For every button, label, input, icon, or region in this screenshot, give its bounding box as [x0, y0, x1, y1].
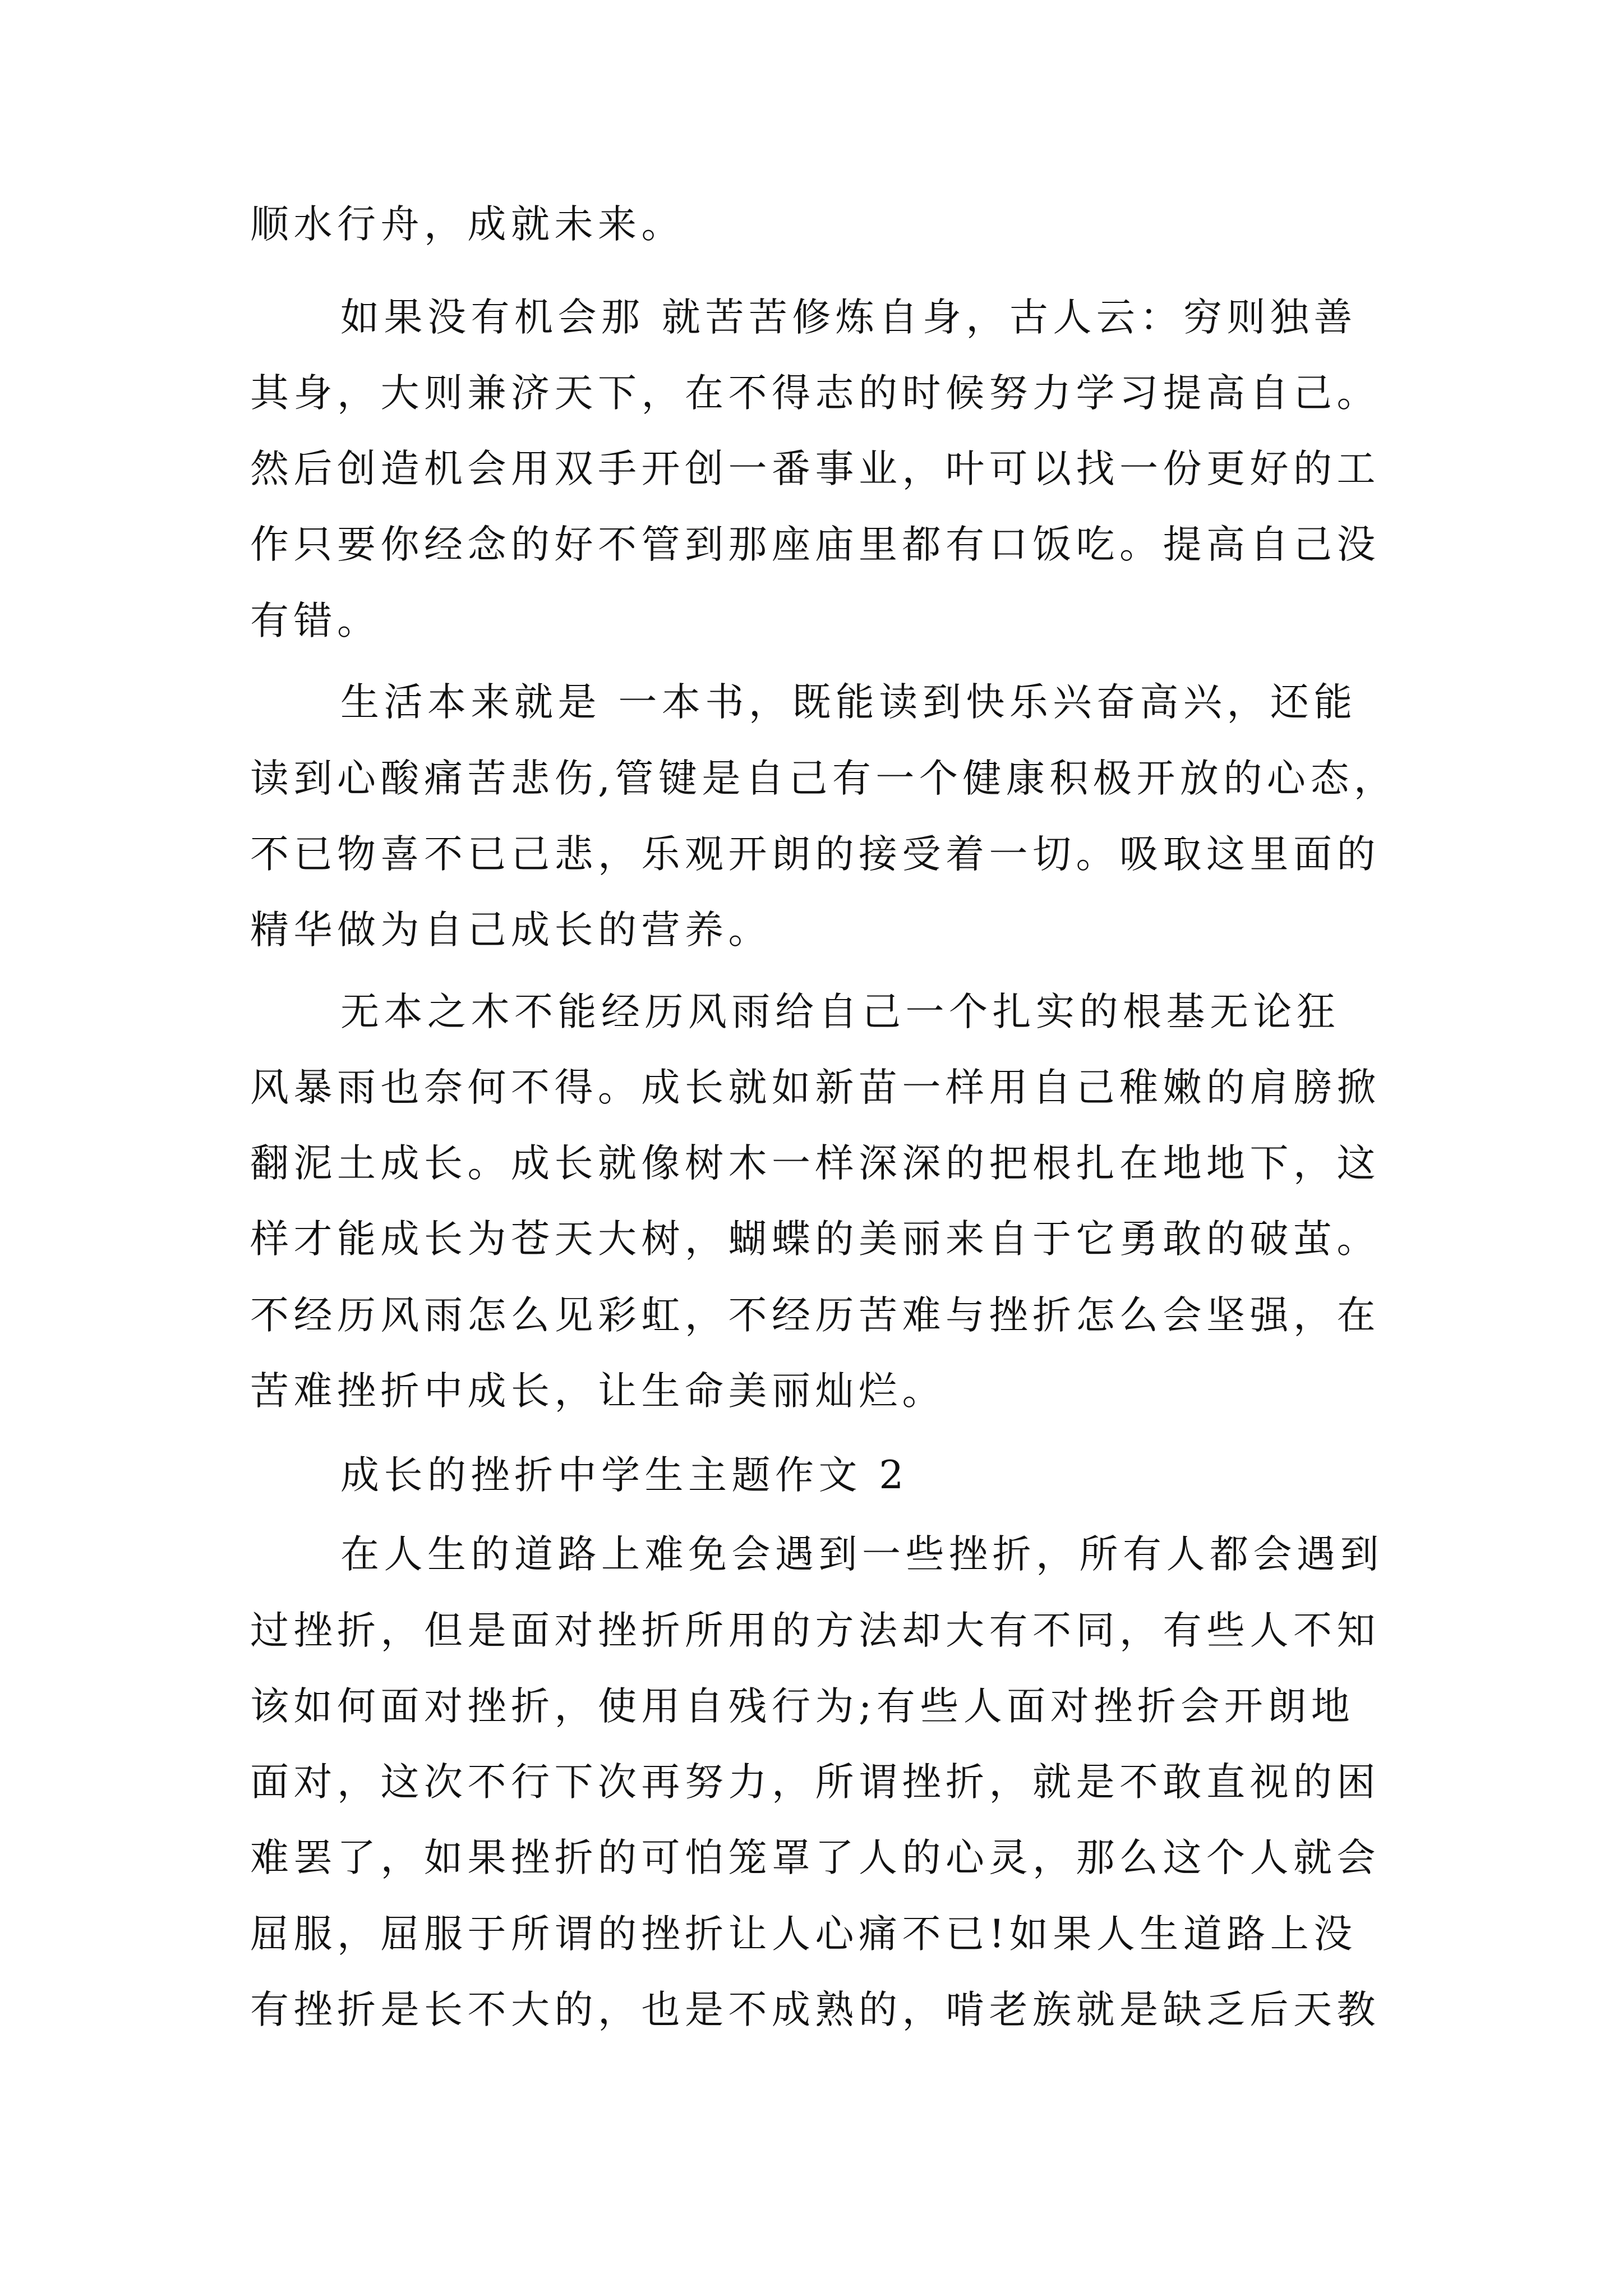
text-line: 精华做为自己成长的营养。	[250, 908, 772, 953]
text-line: 然后创造机会用双手开创一番事业，叶可以找一份更好的工	[250, 447, 1380, 491]
text-line: 过挫折，但是面对挫折所用的方法却大有不同，有些人不知	[250, 1608, 1380, 1653]
text-line: 屈服，屈服于所谓的挫折让人心痛不已!如果人生道路上没	[250, 1912, 1357, 1957]
text-line: 在人生的道路上难免会遇到一些挫折，所有人都会遇到	[340, 1532, 1384, 1577]
text-line: 不经历风雨怎么见彩虹，不经历苦难与挫折怎么会坚强，在	[250, 1293, 1380, 1338]
text-line: 不已物喜不已己悲，乐观开朗的接受着一切。吸取这里面的	[250, 832, 1380, 877]
section-heading: 成长的挫折中学生主题作文 2	[340, 1453, 909, 1498]
text-line: 读到心酸痛苦悲伤,管键是自己有一个健康积极开放的心态，	[250, 756, 1398, 801]
text-line: 有挫折是长不大的，也是不成熟的，啃老族就是缺乏后天教	[250, 1987, 1380, 2032]
text-line: 苦难挫折中成长，让生命美丽灿烂。	[250, 1369, 946, 1414]
text-line: 面对，这次不行下次再努力，所谓挫折，就是不敢直视的困	[250, 1760, 1380, 1805]
text-line: 难罢了，如果挫折的可怕笼罩了人的心灵，那么这个人就会	[250, 1835, 1380, 1880]
text-line: 如果没有机会那 就苦苦修炼自身，古人云：穷则独善	[340, 295, 1357, 340]
text-line: 有错。	[250, 599, 381, 643]
text-line: 该如何面对挫折，使用自残行为;有些人面对挫折会开朗地	[250, 1684, 1355, 1729]
text-line: 样才能成长为苍天大树，蝴蝶的美丽来自于它勇敢的破茧。	[250, 1217, 1380, 1262]
text-line: 无本之木不能经历风雨给自己一个扎实的根基无论狂	[340, 990, 1340, 1034]
text-line: 翻泥土成长。成长就像树木一样深深的把根扎在地地下，这	[250, 1141, 1380, 1186]
text-line: 作只要你经念的好不管到那座庙里都有口饭吃。提高自己没	[250, 522, 1380, 567]
text-line: 风暴雨也奈何不得。成长就如新苗一样用自己稚嫩的肩膀掀	[250, 1065, 1380, 1110]
text-line: 生活本来就是 一本书，既能读到快乐兴奋高兴，还能	[340, 680, 1357, 725]
text-line: 顺水行舟，成就未来。	[250, 202, 685, 247]
text-line: 其身，大则兼济天下，在不得志的时候努力学习提高自己。	[250, 371, 1380, 416]
